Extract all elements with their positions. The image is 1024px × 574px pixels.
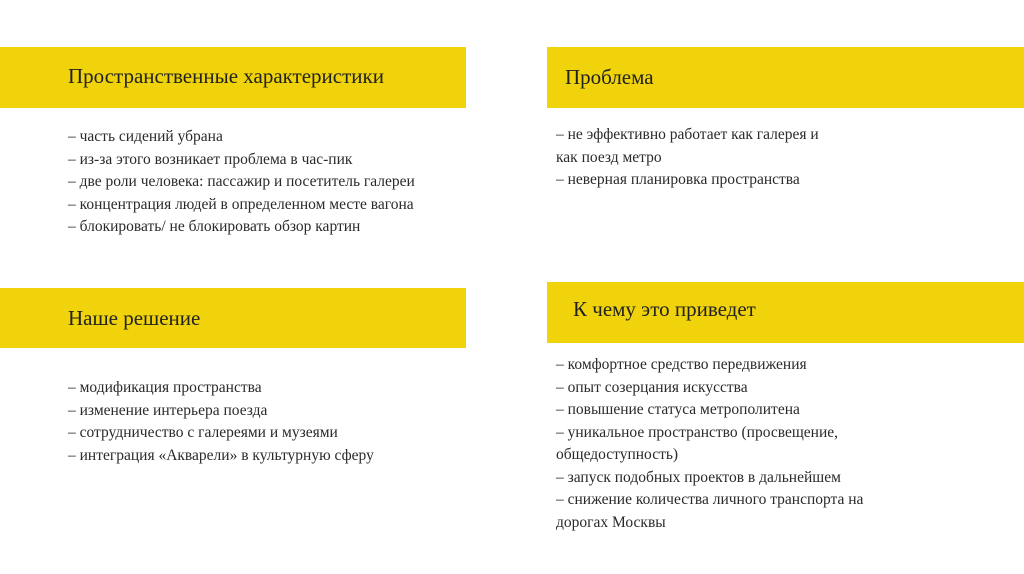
list-item: – сотрудничество с галереями и музеями (68, 424, 338, 441)
list-item: – опыт созерцания искусства (556, 378, 748, 396)
list-item: – интеграция «Акварели» в культурную сферу (68, 446, 374, 464)
list-item: – концентрация людей в определенном месте вагона (68, 195, 414, 213)
section-banner-result (547, 282, 1024, 343)
section-title-space: Пространственные характеристики (68, 64, 384, 88)
section-banner-space (0, 47, 466, 108)
list-item: – блокировать/ не блокировать обзор картин (68, 218, 361, 235)
list-item: – уникальное пространство (просвещение, (556, 423, 838, 441)
section-list-result (556, 354, 996, 534)
section-banner-solution (0, 288, 466, 348)
list-item: – из-за этого возникает проблема в час-пик (68, 150, 353, 168)
list-item: – часть сидений убрана (68, 128, 223, 145)
section-title-solution: Наше решение (68, 305, 201, 330)
list-item: – изменение интерьера поезда (68, 401, 268, 419)
list-item: – не эффективно работает как галерея и (556, 126, 819, 143)
list-item: – снижение количества личного транспорта на (556, 491, 864, 508)
section-title-result: К чему это приведет (573, 297, 756, 321)
list-item: как поезд метро (556, 148, 662, 166)
list-item: – неверная планировка пространства (556, 171, 800, 188)
list-item: – модификация пространства (68, 379, 262, 396)
list-item: общедоступность) (556, 446, 679, 463)
section-list-solution (68, 377, 528, 467)
list-item: – две роли человека: пассажир и посетитель галереи (68, 173, 415, 190)
section-banner-problem (547, 47, 1024, 108)
section-title-problem: Проблема (565, 65, 654, 89)
list-item: – комфортное средство передвижения (556, 356, 807, 373)
list-item: – запуск подобных проектов в дальнейшем (556, 468, 841, 486)
list-item: дорогах Москвы (556, 513, 666, 531)
section-list-problem (556, 124, 996, 192)
list-item: – повышение статуса метрополитена (556, 401, 800, 418)
section-list-space (68, 126, 528, 239)
